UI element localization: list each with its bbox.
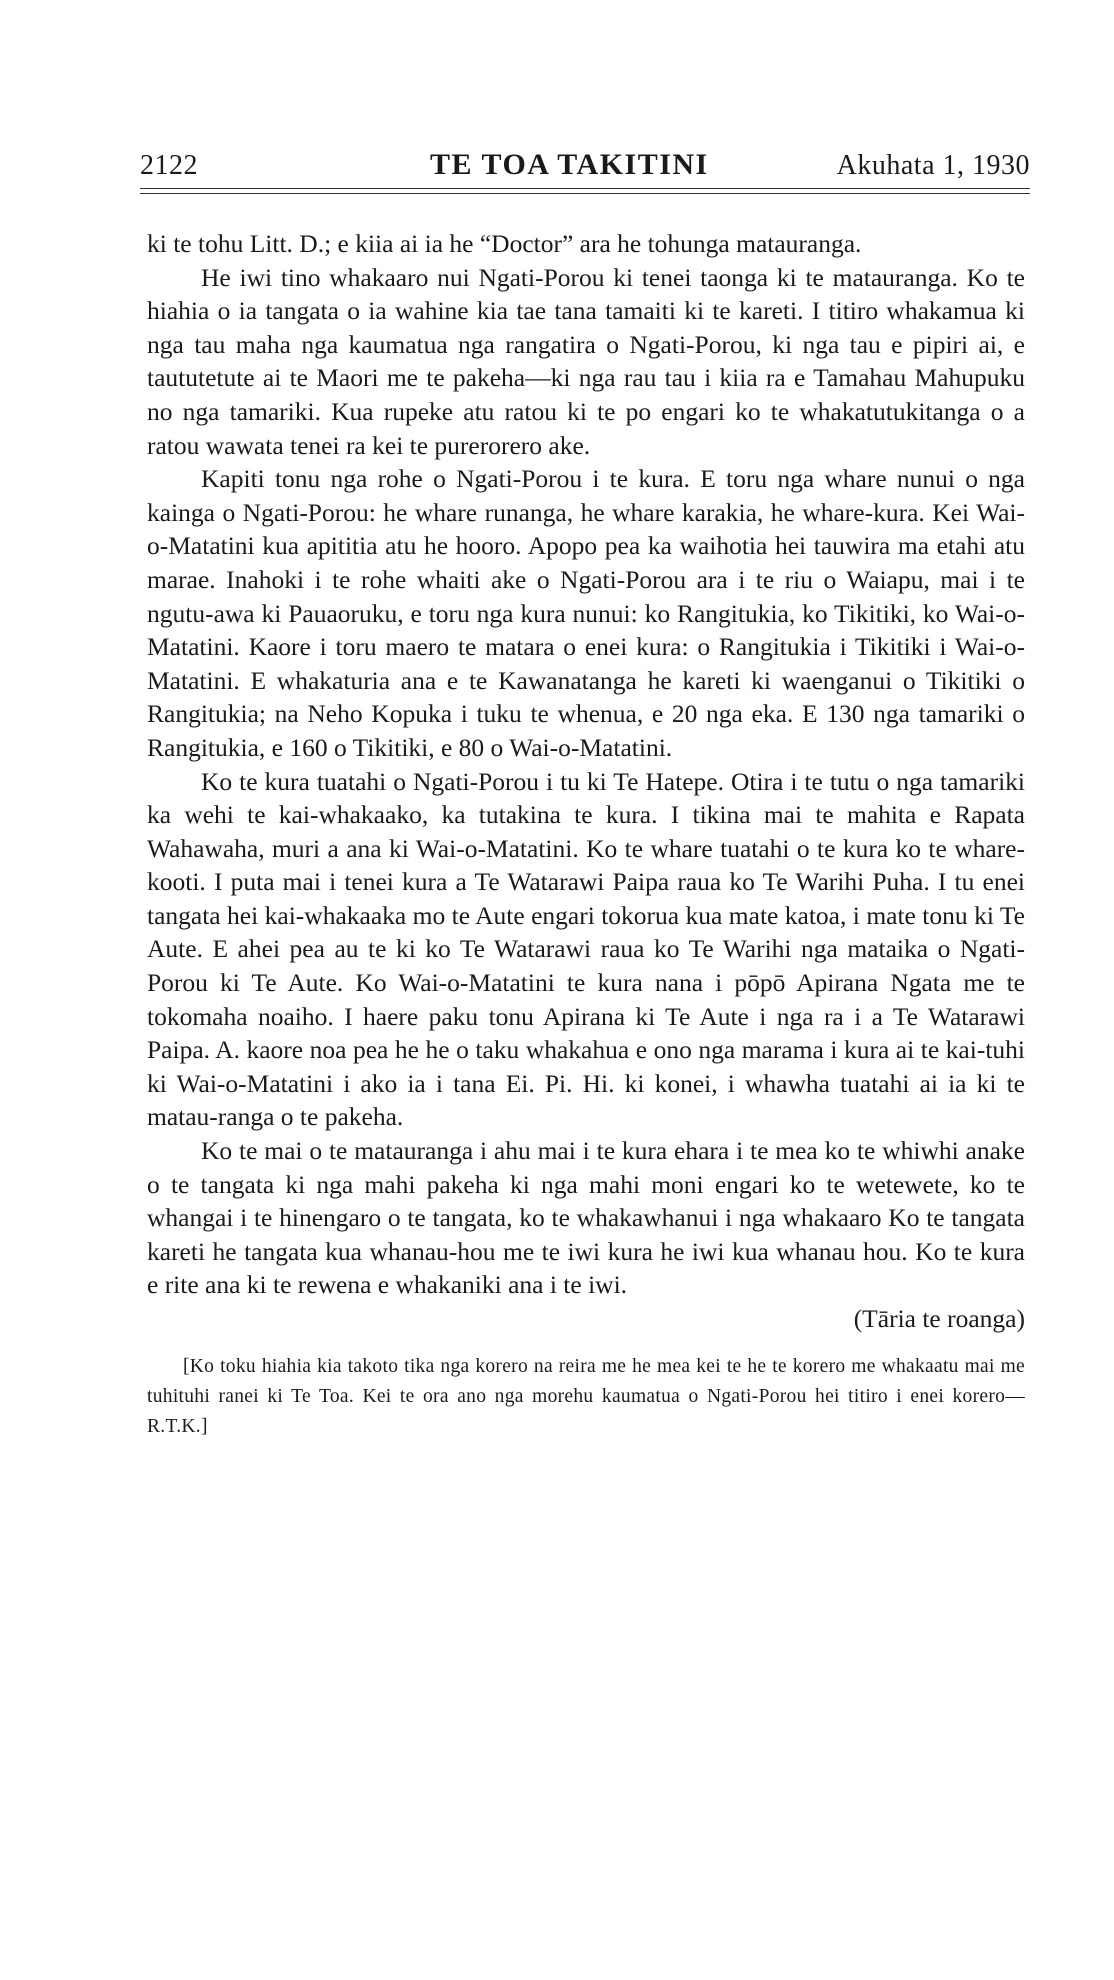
issue-date: Akuhata 1, 1930 [836, 150, 1030, 181]
article-paragraph: Kapiti tonu nga rohe o Ngati-Porou i te kura. E toru nga whare nunui o nga kainga o Ngati-Porou: he whare runanga, he whare karakia, he whare-kura. Kei Wai-o-Matatini kua apititia atu he hooro. Apopo pea ka waihotia hei tauwira ma etahi atu marae. Inahoki i te rohe whaiti ake o Ngati-Porou ara i te riu o Waiapu, mai i te ngutu-awa ki Pauaoruku, e toru nga kura nunui: ko Rangitukia, ko Tikitiki, ko Wai-o-Matatini. Kaore i toru maero te matara o enei kura: o Rangitukia i Tikitiki i Wai-o-Matatini. E whakaturia ana e te Kawanatanga he kareti ki waenganui o Tikitiki o Rangitukia; na Neho Kopuka i tuku te whenua, e 20 nga eka. E 130 nga tamariki o Rangitukia, e 160 o Tikitiki, e 80 o Wai-o-Matatini. [147, 464, 1025, 762]
journal-title: TE TOA TAKITINI [430, 148, 709, 181]
article-paragraph: ki te tohu Litt. D.; e kiia ai ia he “Doctor” ara he tohunga matauranga. [147, 229, 862, 258]
article-paragraph: He iwi tino whakaaro nui Ngati-Porou ki tenei taonga ki te matauranga. Ko te hiahia o ia tangata o ia wahine kia tae tana tamaiti ki te kareti. I titiro whakamua ki nga tau maha nga kaumatua nga rangatira o Ngati-Porou, ki nga tau e pipiri ai, e taututetute ai te Maori me te pakeha—ki nga rau tau i kiia ra e Tamahau Mahupuku no nga tamariki. Kua rupeke atu ratou ki te po engari ko te whakatutukitanga o a ratou wawata tenei ra kei te purerorero ake. [147, 262, 1025, 460]
page-number: 2122 [140, 150, 198, 181]
article-paragraph: Ko te mai o te matauranga i ahu mai i te kura ehara i te mea ko te whiwhi anake o te tangata ki nga mahi pakeha ki nga mahi moni engari ko te wetewete, ko te whangai i te hinengaro o te tangata, ko te whakawhanui i nga whakaaro Ko te tangata kareti he tangata kua whanau-hou me te iwi kura he iwi kua whanau hou. Ko te kura e rite ana ki te rewena e whakaniki ana i te iwi. [147, 1136, 1025, 1300]
article-paragraph: Ko te kura tuatahi o Ngati-Porou i tu ki Te Hatepe. Otira i te tutu o nga tamariki ka wehi te kai-whakaako, ka tutakina te kura. I tikina mai te mahita e Rapata Wahawaha, muri a ana ki Wai-o-Matatini. Ko te whare tuatahi o te kura ko te whare-kooti. I puta mai i tenei kura a Te Watarawi Paipa raua ko Te Warihi Puha. I tu enei tangata hei kai-whakaaka mo te Aute engari tokorua kua mate katoa, i mate tonu ki Te Aute. E ahei pea au te ki ko Te Watarawi raua ko Te Warihi nga mataika o Ngati-Porou ki Te Aute. Ko Wai-o-Matatini te kura nana i pōpō Apirana Ngata me te tokomaha noaiho. I haere paku tonu Apirana ki Te Aute i nga ra i a Te Watarawi Paipa. A. kaore noa pea he he o taku whakahua e ono nga marama i kura ai te kai-tuhi ki Wai-o-Matatini i ako ia i tana Ei. Pi. Hi. ki konei, i whawha tuatahi ai ia ki te matau-ranga o te pakeha. [147, 766, 1025, 1132]
header-rule-double [140, 193, 1030, 194]
editor-note: [Ko toku hiahia kia takoto tika nga korero na reira me he mea kei te he te korero me whakaatu mai me tuhituhi ranei ki Te Toa. Kei te ora ano nga morehu kaumatua o Ngati-Porou hei titiro i enei korero— R.T.K.] [147, 1355, 1025, 1437]
header-rule [140, 188, 1030, 189]
page-header [140, 146, 1030, 186]
continued-notice: (Tāria te roanga) [853, 1304, 1025, 1333]
article-body [147, 227, 1025, 1442]
